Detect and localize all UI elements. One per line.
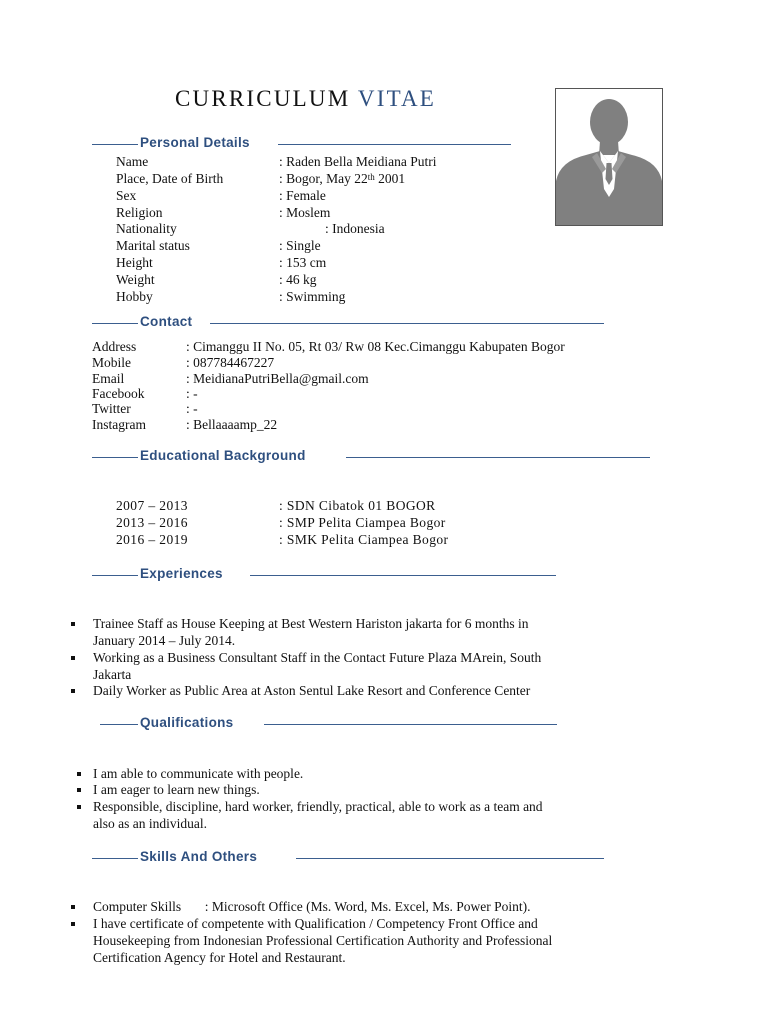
field-value: [279, 171, 405, 188]
qualification-text: I am able to communicate with people.: [93, 766, 304, 781]
experience-item: [71, 683, 751, 700]
experience-text: Daily Worker as Public Area at Aston Sentul Lake Resort and Conference Center: [93, 683, 531, 698]
personal-row-weight: [0, 272, 768, 289]
education-school: : SDN Cibatok 01 BOGOR: [279, 498, 436, 513]
section-header-skills: [92, 849, 612, 869]
field-label: Twitter: [92, 401, 131, 416]
ordinal-suffix: th: [367, 172, 375, 182]
contact-row-instagram: [0, 417, 768, 433]
field-value: : 153 cm: [279, 255, 327, 270]
bullet-icon: [71, 905, 75, 909]
contact-row-address: [0, 339, 768, 355]
field-value: : -: [186, 386, 198, 401]
field-value: : Moslem: [279, 205, 331, 220]
education-row: [0, 498, 768, 515]
field-value: : Raden Bella Meidiana Putri: [279, 154, 437, 169]
personal-row-height: [0, 255, 768, 272]
contact-row-facebook: [0, 386, 768, 402]
personal-row-religion: [0, 205, 768, 222]
qualification-item: [77, 782, 757, 799]
field-label: Place, Date of Birth: [116, 171, 224, 186]
field-value: : Single: [279, 238, 321, 253]
skill-text: I have certificate of competente with Qualification / Competency Front Office and Housekeeping from Indonesian Professional Certification Authority and Professional Certification Agency for Hotel and Restaurant.: [93, 916, 553, 965]
bullet-icon: [71, 622, 75, 626]
field-label: Religion: [116, 205, 163, 220]
education-row: [0, 515, 768, 532]
qualification-item: [77, 799, 757, 833]
contact-row-mobile: [0, 355, 768, 371]
section-header-contact: [92, 314, 612, 334]
personal-row-sex: [0, 188, 768, 205]
personal-row-hobby: [0, 289, 768, 306]
section-title: Educational Background: [140, 448, 306, 463]
contact-row-email: [0, 371, 768, 387]
field-label: Instagram: [92, 417, 146, 432]
education-school: : SMK Pelita Ciampea Bogor: [279, 532, 449, 547]
education-school: : SMP Pelita Ciampea Bogor: [279, 515, 446, 530]
bullet-icon: [71, 922, 75, 926]
field-label: Hobby: [116, 289, 153, 304]
field-label: Sex: [116, 188, 137, 203]
field-value: : 46 kg: [279, 272, 317, 287]
contact-row-twitter: [0, 401, 768, 417]
field-label: Name: [116, 154, 149, 169]
field-value: : Cimanggu II No. 05, Rt 03/ Rw 08 Kec.Cimanggu Kabupaten Bogor: [186, 339, 565, 354]
experience-item: [71, 616, 751, 650]
section-header-personal: [92, 135, 522, 155]
personal-row-name: [0, 154, 768, 171]
education-row: [0, 532, 768, 549]
experience-text: Trainee Staff as House Keeping at Best Western Hariston jakarta for 6 months in January 2014 – July 2014.: [93, 616, 529, 648]
document-title: [175, 86, 436, 112]
section-title: Qualifications: [140, 715, 234, 730]
birth-date: : Bogor, May 22: [279, 171, 368, 186]
field-label: Weight: [116, 272, 155, 287]
field-label: Marital status: [116, 238, 190, 253]
experience-item: [71, 650, 751, 684]
bullet-icon: [77, 772, 81, 776]
skill-text: Computer Skills : Microsoft Office (Ms. Word, Ms. Excel, Ms. Power Point).: [93, 899, 531, 914]
field-value: : Swimming: [279, 289, 346, 304]
field-label: Nationality: [116, 221, 177, 236]
field-label: Address: [92, 339, 137, 354]
field-label: Mobile: [92, 355, 131, 370]
education-years: 2007 – 2013: [116, 498, 188, 513]
education-years: 2013 – 2016: [116, 515, 188, 530]
qualification-text: I am eager to learn new things.: [93, 782, 260, 797]
personal-row-birth: [0, 171, 768, 188]
qualification-item: [77, 766, 757, 783]
section-title: Experiences: [140, 566, 223, 581]
experience-text: Working as a Business Consultant Staff in the Contact Future Plaza MArein, South Jakarta: [93, 650, 542, 682]
section-title: Contact: [140, 314, 193, 329]
field-value: : Indonesia: [325, 221, 385, 236]
education-years: 2016 – 2019: [116, 532, 188, 547]
bullet-icon: [77, 788, 81, 792]
field-value: : -: [186, 401, 198, 416]
field-label: Email: [92, 371, 125, 386]
bullet-icon: [71, 656, 75, 660]
bullet-icon: [77, 805, 81, 809]
field-value: : MeidianaPutriBella@gmail.com: [186, 371, 369, 386]
bullet-icon: [71, 689, 75, 693]
field-label: Facebook: [92, 386, 145, 401]
section-title: Personal Details: [140, 135, 250, 150]
field-value: : 087784467227: [186, 355, 275, 370]
qualification-text: Responsible, discipline, hard worker, friendly, practical, able to work as a team and also as an individual.: [93, 799, 543, 831]
field-value: : Bellaaaamp_22: [186, 417, 278, 432]
title-part-1: CURRICULUM: [175, 86, 351, 111]
section-title: Skills And Others: [140, 849, 258, 864]
section-header-qualifications: [100, 715, 560, 735]
personal-row-marital: [0, 238, 768, 255]
skill-item: [71, 899, 761, 916]
title-part-2: VITAE: [357, 86, 437, 111]
section-header-experiences: [92, 566, 562, 586]
personal-row-nationality: [0, 221, 768, 238]
field-value: : Female: [279, 188, 326, 203]
birth-year: 2001: [374, 171, 406, 186]
field-label: Height: [116, 255, 153, 270]
section-header-education: [92, 448, 652, 468]
skill-item: [71, 916, 761, 967]
